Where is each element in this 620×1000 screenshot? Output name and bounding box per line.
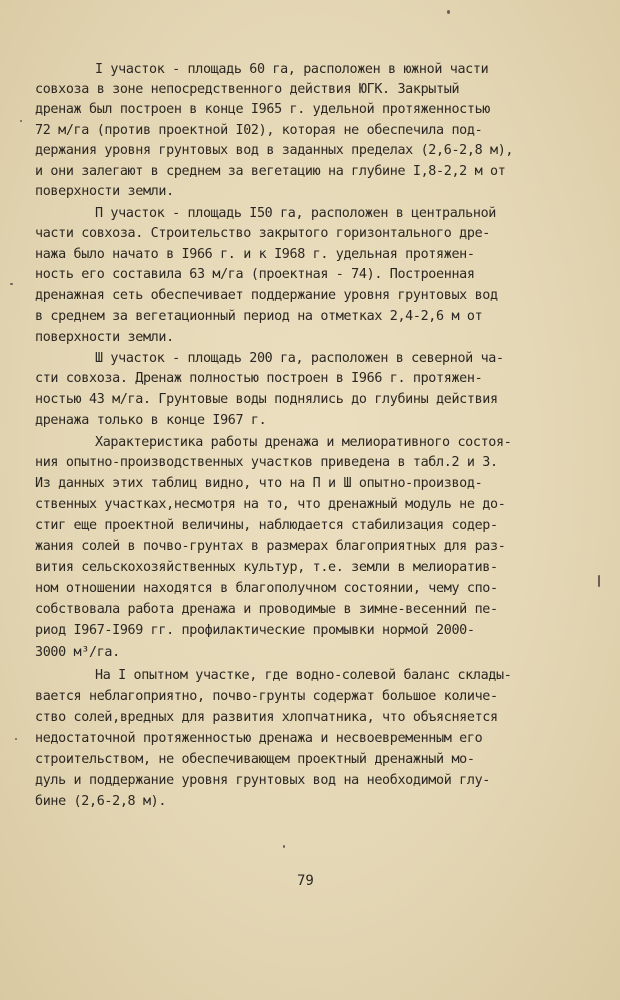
text-line: дренаж был построен в конце I965 г. удельной протяженностью (35, 102, 490, 117)
text-line: в среднем за вегетационный период на отметках 2,4-2,6 м от (35, 309, 483, 324)
text-line: ность его составила 63 м/га (проектная - 74). Построенная (35, 267, 475, 282)
text-line: П участок - площадь I50 га, расположен в центральной (95, 206, 497, 221)
text-line: недостаточной протяженностью дренажа и несвоевременным его (35, 731, 483, 746)
page-number: 79 (297, 873, 314, 889)
text-line: дуль и поддержание уровня грунтовых вод на необходимой глу- (35, 773, 490, 788)
text-line: Характеристика работы дренажа и мелиоративного состоя- (95, 435, 512, 450)
text-line: I участок - площадь 60 га, расположен в южной части (95, 62, 489, 77)
text-line: части совхоза. Строительство закрытого горизонтального дре- (35, 226, 490, 241)
paper-speck (283, 845, 285, 848)
text-line: дренажная сеть обеспечивает поддержание уровня грунтовых вод (35, 288, 498, 303)
text-line: нажа было начато в I966 г. и к I968 г. удельная протяжен- (35, 247, 475, 262)
text-line: стиг еще проектной величины, наблюдается стабилизация содер- (35, 518, 498, 533)
text-line: ном отношении находятся в благополучном состоянии, чему спо- (35, 581, 498, 596)
paper-speck (10, 283, 13, 285)
text-line: На I опытном участке, где водно-солевой баланс склады- (95, 668, 512, 683)
text-line: дренажа только в конце I967 г. (35, 413, 267, 428)
text-line: поверхности земли. (35, 330, 174, 345)
text-line: 3000 м³/га. (35, 645, 120, 660)
text-line: строительством, не обеспечивающем проектный дренажный мо- (35, 752, 475, 767)
paper-speck (15, 738, 17, 740)
text-line: вается неблагоприятно, почво-грунты содержат большое количе- (35, 689, 498, 704)
text-line: Из данных этих таблиц видно, что на П и Ш опытно-производ- (35, 476, 483, 491)
text-line: вития сельскохозяйственных культур, т.е. земли в мелиоратив- (35, 560, 498, 575)
text-line: жания солей в почво-грунтах в размерах благоприятных для раз- (35, 539, 506, 554)
text-line: совхоза в зоне непосредственного действия ЮГК. Закрытый (35, 82, 460, 97)
text-line: и они залегают в среднем за вегетацию на глубине I,8-2,2 м от (35, 164, 506, 179)
text-line: держания уровня грунтовых вод в заданных пределах (2,6-2,8 м), (35, 143, 514, 158)
text-line: ство солей,вредных для развития хлопчатника, что объясняется (35, 710, 498, 725)
text-line: ственных участках,несмотря на то, что дренажный модуль не до- (35, 497, 506, 512)
text-line: риод I967-I969 гг. профилактические промывки нормой 2000- (35, 623, 475, 638)
text-line: Ш участок - площадь 200 га, расположен в северной ча- (95, 351, 504, 366)
text-line: собствовала работа дренажа и проводимые в зимне-весенний пе- (35, 602, 498, 617)
paper-speck (598, 575, 600, 587)
text-line: сти совхоза. Дренаж полностью построен в I966 г. протяжен- (35, 371, 483, 386)
paper-speck (20, 120, 22, 122)
text-line: поверхности земли. (35, 184, 174, 199)
text-line: бине (2,6-2,8 м). (35, 794, 167, 809)
paper-speck (447, 10, 450, 14)
text-line: ния опытно-производственных участков приведена в табл.2 и 3. (35, 455, 498, 470)
text-line: ностью 43 м/га. Грунтовые воды поднялись до глубины действия (35, 392, 498, 407)
text-line: 72 м/га (против проектной I02), которая не обеспечила под- (35, 123, 483, 138)
